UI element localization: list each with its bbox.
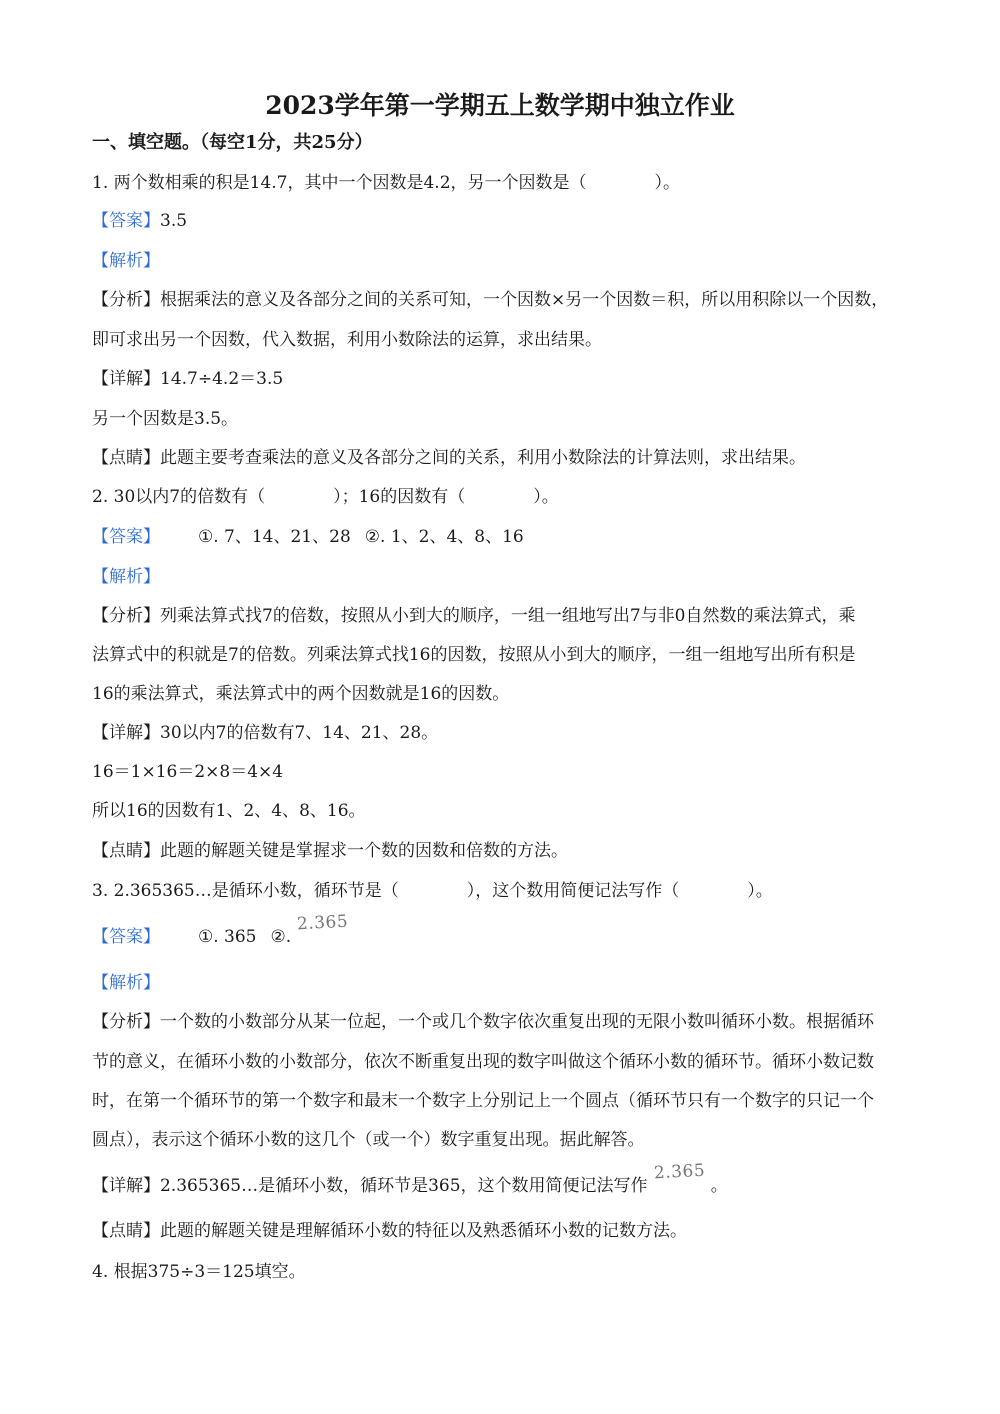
detail-text: 16＝1×16＝2×8＝4×4 xyxy=(92,762,284,782)
dianjing-text: 此题的解题关键是掌握求一个数的因数和倍数的方法。 xyxy=(160,841,568,861)
answer-tag: 【答案】 xyxy=(92,211,160,231)
answer-value-2: ②. xyxy=(270,927,292,947)
fenxi-tag: 【分析】 xyxy=(92,1012,160,1032)
xiangjie-text: 2.365365…是循环小数，循环节是365，这个数用简便记法写作 xyxy=(160,1176,648,1196)
dianjing-text: 此题的解题关键是理解循环小数的特征以及熟悉循环小数的记数方法。 xyxy=(160,1221,687,1241)
detail-text xyxy=(92,722,438,744)
xiangjie-tag: 【详解】 xyxy=(92,1176,160,1196)
answer-value-1: ①. 365 xyxy=(198,927,257,947)
fenxi-tag: 【分析】 xyxy=(92,606,160,626)
fenxi-text: 一个数的小数部分从某一位起，一个或几个数字依次重复出现的无限小数叫循环小数。根据循环 xyxy=(160,1012,874,1032)
analysis-tag: 【解析】 xyxy=(92,973,160,993)
comment-text xyxy=(92,840,568,862)
analysis-text: 16的乘法算式，乘法算式中的两个因数就是16的因数。 xyxy=(92,684,510,704)
answer-tag: 【答案】 xyxy=(92,927,160,947)
xiangjie-text: 14.7÷4.2＝3.5 xyxy=(160,369,284,389)
question-3: 3. 2.365365…是循环小数，循环节是（ ），这个数用简便记法写作（ ）。 xyxy=(92,881,773,901)
answer-row xyxy=(92,210,187,232)
repeating-decimal-image: 2.365 xyxy=(296,911,349,935)
detail-text: 所以16的因数有1、2、4、8、16。 xyxy=(92,801,366,821)
analysis-text: 圆点），表示这个循环小数的这几个（或一个）数字重复出现。据此解答。 xyxy=(92,1130,645,1150)
analysis-text: 时，在第一个循环节的第一个数字和最末一个数字上分别记上一个圆点（循环节只有一个数字的只记一个 xyxy=(92,1091,874,1111)
detail-text xyxy=(92,1160,728,1197)
dianjing-tag: 【点睛】 xyxy=(92,841,160,861)
answer-value-1: ①. 7、14、21、28 xyxy=(198,527,351,547)
repeating-decimal-image: 2.365 xyxy=(653,1160,706,1184)
analysis-tag: 【解析】 xyxy=(92,251,160,271)
dianjing-tag: 【点睛】 xyxy=(92,1221,160,1241)
fenxi-text: 列乘法算式找7的倍数，按照从小到大的顺序，一组一组地写出7与非0自然数的乘法算式，乘 xyxy=(160,606,856,626)
analysis-tag: 【解析】 xyxy=(92,567,160,587)
fenxi-text: 根据乘法的意义及各部分之间的关系可知，一个因数×另一个因数＝积，所以用积除以一个因数， xyxy=(160,290,889,310)
comment-text xyxy=(92,1220,687,1242)
xiangjie-tag: 【详解】 xyxy=(92,723,160,743)
answer-row xyxy=(92,911,349,948)
xiangjie-tag: 【详解】 xyxy=(92,369,160,389)
answer-value: 3.5 xyxy=(160,211,188,231)
analysis-text: 即可求出另一个因数，代入数据，利用小数除法的运算，求出结果。 xyxy=(92,330,602,350)
comment-text xyxy=(92,447,806,469)
answer-tag: 【答案】 xyxy=(92,527,160,547)
page-title: 2023学年第一学期五上数学期中独立作业 xyxy=(265,91,735,120)
xiangjie-text: 30以内7的倍数有7、14、21、28。 xyxy=(160,723,439,743)
analysis-text xyxy=(92,289,888,311)
detail-text: 另一个因数是3.5。 xyxy=(92,409,239,429)
section-heading: 一、填空题。（每空1分，共25分） xyxy=(92,132,373,153)
analysis-text: 法算式中的积就是7的倍数。列乘法算式找16的因数，按照从小到大的顺序，一组一组地写出所有积是 xyxy=(92,645,856,665)
analysis-text xyxy=(92,605,855,627)
question-1: 1. 两个数相乘的积是14.7，其中一个因数是4.2，另一个因数是（ ）。 xyxy=(92,173,681,193)
dianjing-tag: 【点睛】 xyxy=(92,448,160,468)
dianjing-text: 此题主要考查乘法的意义及各部分之间的关系，利用小数除法的计算法则，求出结果。 xyxy=(160,448,806,468)
xiangjie-end: 。 xyxy=(710,1176,728,1196)
analysis-text: 节的意义，在循环小数的小数部分，依次不断重复出现的数字叫做这个循环小数的循环节。循环小数记数 xyxy=(92,1052,874,1072)
detail-text xyxy=(92,368,283,390)
answer-row xyxy=(92,526,524,548)
question-4: 4. 根据375÷3＝125填空。 xyxy=(92,1262,306,1282)
answer-value-2: ②. 1、2、4、8、16 xyxy=(364,527,524,547)
fenxi-tag: 【分析】 xyxy=(92,290,160,310)
question-2: 2. 30以内7的倍数有（ ）；16的因数有（ ）。 xyxy=(92,487,559,507)
analysis-text xyxy=(92,1011,874,1033)
